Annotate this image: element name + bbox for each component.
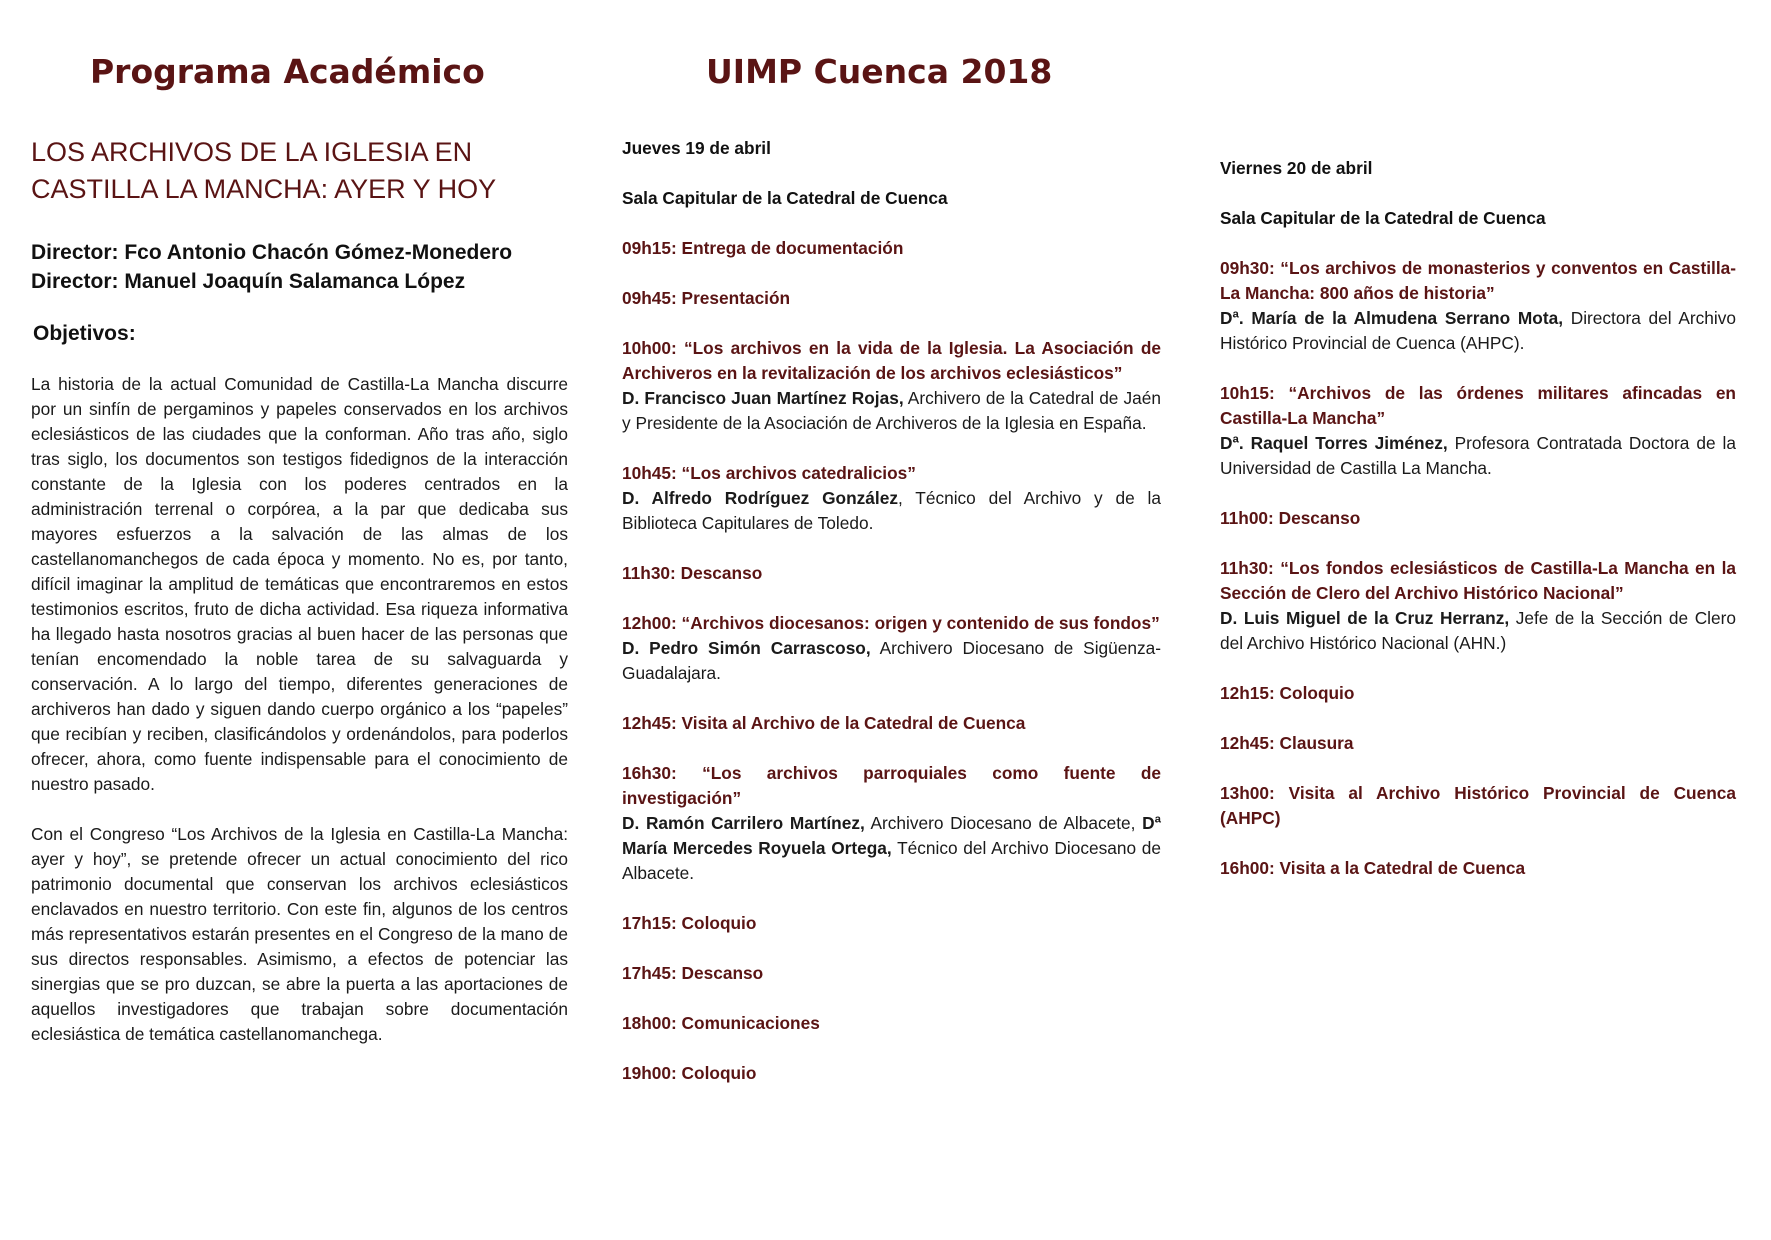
session-item [1220,556,1736,656]
session-description: Archivero Diocesano de Sigüenza-Guadalajara. [622,638,1161,683]
session-title: 10h15: “Archivos de las órdenes militares afincadas en Castilla-La Mancha” [1220,383,1736,428]
session-item [622,1011,1161,1036]
session-title: 13h00: Visita al Archivo Histórico Provincial de Cuenca (AHPC) [1220,783,1736,828]
session-speaker: D. Alfredo Rodríguez González [622,488,898,508]
session-title: 09h15: Entrega de documentación [622,238,904,258]
session-item [622,236,1161,261]
session-item [622,611,1161,686]
session-title: 19h00: Coloquio [622,1063,757,1083]
day-venue: Sala Capitular de la Catedral de Cuenca [1220,208,1546,228]
session-item [622,461,1161,536]
session-item [622,561,1161,586]
session-item [622,911,1161,936]
session-title: 17h45: Descanso [622,963,764,983]
session-title: 09h30: “Los archivos de monasterios y conventos en Castilla-La Mancha: 800 años de historia” [1220,258,1736,303]
thursday-column [622,136,1161,1111]
session-list [1220,256,1736,881]
session-title: 11h00: Descanso [1220,508,1361,528]
session-title: 12h00: “Archivos diocesanos: origen y contenido de sus fondos” [622,613,1160,633]
program-heading: Programa Académico [90,52,485,91]
session-item [1220,781,1736,831]
session-description: Jefe de la Sección de Clero del Archivo Histórico Nacional (AHN.) [1220,608,1736,653]
session-list [622,236,1161,1086]
session-item [622,961,1161,986]
course-title: LOS ARCHIVOS DE LA IGLESIA EN CASTILLA LA MANCHA: AYER Y HOY [31,137,497,204]
session-speaker: Dª. María de la Almudena Serrano Mota, [1220,308,1564,328]
session-item [1220,256,1736,356]
session-title: 10h45: “Los archivos catedralicios” [622,463,916,483]
session-item [622,336,1161,436]
session-description: Archivero de la Catedral de Jaén y Presidente de la Asociación de Archiveros de la Iglesia en España. [622,388,1161,433]
session-item [622,711,1161,736]
event-heading: UIMP Cuenca 2018 [706,52,1053,91]
intro-column [31,134,568,1047]
session-title: 12h15: Coloquio [1220,683,1355,703]
session-item [1220,856,1736,881]
session-item [622,1061,1161,1086]
day-date: Viernes 20 de abril [1220,158,1373,178]
session-title: 12h45: Clausura [1220,733,1354,753]
session-item [622,761,1161,886]
session-title: 17h15: Coloquio [622,913,757,933]
director-2: Director: Manuel Joaquín Salamanca López [31,270,466,293]
session-description: Directora del Archivo Histórico Provincial de Cuenca (AHPC). [1220,308,1736,353]
day-date: Jueves 19 de abril [622,138,771,158]
objectives-heading: Objetivos: [33,322,136,345]
friday-column [1220,156,1736,906]
objectives-paragraph-1: La historia de la actual Comunidad de Castilla-La Mancha discurre por un sinfín de pergaminos y papeles conservados en los archivos eclesiásticos de las ciudades que la conforman. Año tras año, siglo tras siglo, los documentos son testigos fidedignos de la interacción constante de la Iglesia con los poderes centrados en la administración terrenal o corpórea, a la par que dedicaba sus mayores esfuerzos a la salvación de las almas de los castellanomanchegos de cada época y momento. No es, por tanto, difícil imaginar la amplitud de temáticas que encontraremos en estos testimonios escritos, fruto de dicha actividad. Esa riqueza informativa ha llegado hasta nosotros gracias al buen hacer de las personas que tenían encomendado la noble tarea de su salvaguarda y conservación. A lo largo del tiempo, diferentes generaciones de archiveros han dado y siguen dando cuerpo orgánico a los “papeles” que recibían y reciben, clasificándolos y ordenándolos, para poderlos ofrecer, ahora, como fuente indispensable para el conocimiento de nuestro pasado. [31,374,568,794]
session-description: Técnico del Archivo Diocesano de Albacete. [622,838,1161,883]
session-item [1220,731,1736,756]
session-speaker: D. Ramón Carrilero Martínez, [622,813,865,833]
session-speaker: D. Pedro Simón Carrascoso, [622,638,871,658]
session-item [1220,681,1736,706]
session-speaker: D. Francisco Juan Martínez Rojas, [622,388,904,408]
session-title: 11h30: Descanso [622,563,763,583]
session-title: 12h45: Visita al Archivo de la Catedral de Cuenca [622,713,1026,733]
session-title: 18h00: Comunicaciones [622,1013,820,1033]
directors [31,238,568,296]
session-item [1220,506,1736,531]
session-speaker: Dª María Mercedes Royuela Ortega, [622,813,1161,858]
director-1: Director: Fco Antonio Chacón Gómez-Monedero [31,241,513,264]
day-venue: Sala Capitular de la Catedral de Cuenca [622,188,948,208]
session-description: , Técnico del Archivo y de la Biblioteca Capitulares de Toledo. [622,488,1161,533]
session-title: 16h30: “Los archivos parroquiales como fuente de investigación” [622,763,1161,808]
session-item [1220,381,1736,481]
session-title: 10h00: “Los archivos en la vida de la Iglesia. La Asociación de Archiveros en la revitalización de los archivos eclesiásticos” [622,338,1161,383]
session-item [622,286,1161,311]
session-title: 11h30: “Los fondos eclesiásticos de Castilla-La Mancha en la Sección de Clero del Archivo Histórico Nacional” [1220,558,1736,603]
session-speaker: D. Luis Miguel de la Cruz Herranz, [1220,608,1510,628]
session-title: 09h45: Presentación [622,288,791,308]
session-description: Archivero Diocesano de Albacete, [864,813,1143,833]
session-title: 16h00: Visita a la Catedral de Cuenca [1220,858,1526,878]
session-description: Profesora Contratada Doctora de la Universidad de Castilla La Mancha. [1220,433,1736,478]
objectives-paragraph-2: Con el Congreso “Los Archivos de la Iglesia en Castilla-La Mancha: ayer y hoy”, se pretende ofrecer un actual conocimiento del rico patrimonio documental que conservan los archivos eclesiásticos enclavados en nuestro territorio. Con este fin, algunos de los centros más representativos estarán presentes en el Congreso de la mano de sus directos responsables. Asimismo, a efectos de potenciar las sinergias que se pro duzcan, se abre la puerta a las aportaciones de aquellos investigadores que trabajan sobre documentación eclesiástica de temática castellanomanchega. [31,824,568,1044]
session-speaker: Dª. Raquel Torres Jiménez, [1220,433,1448,453]
